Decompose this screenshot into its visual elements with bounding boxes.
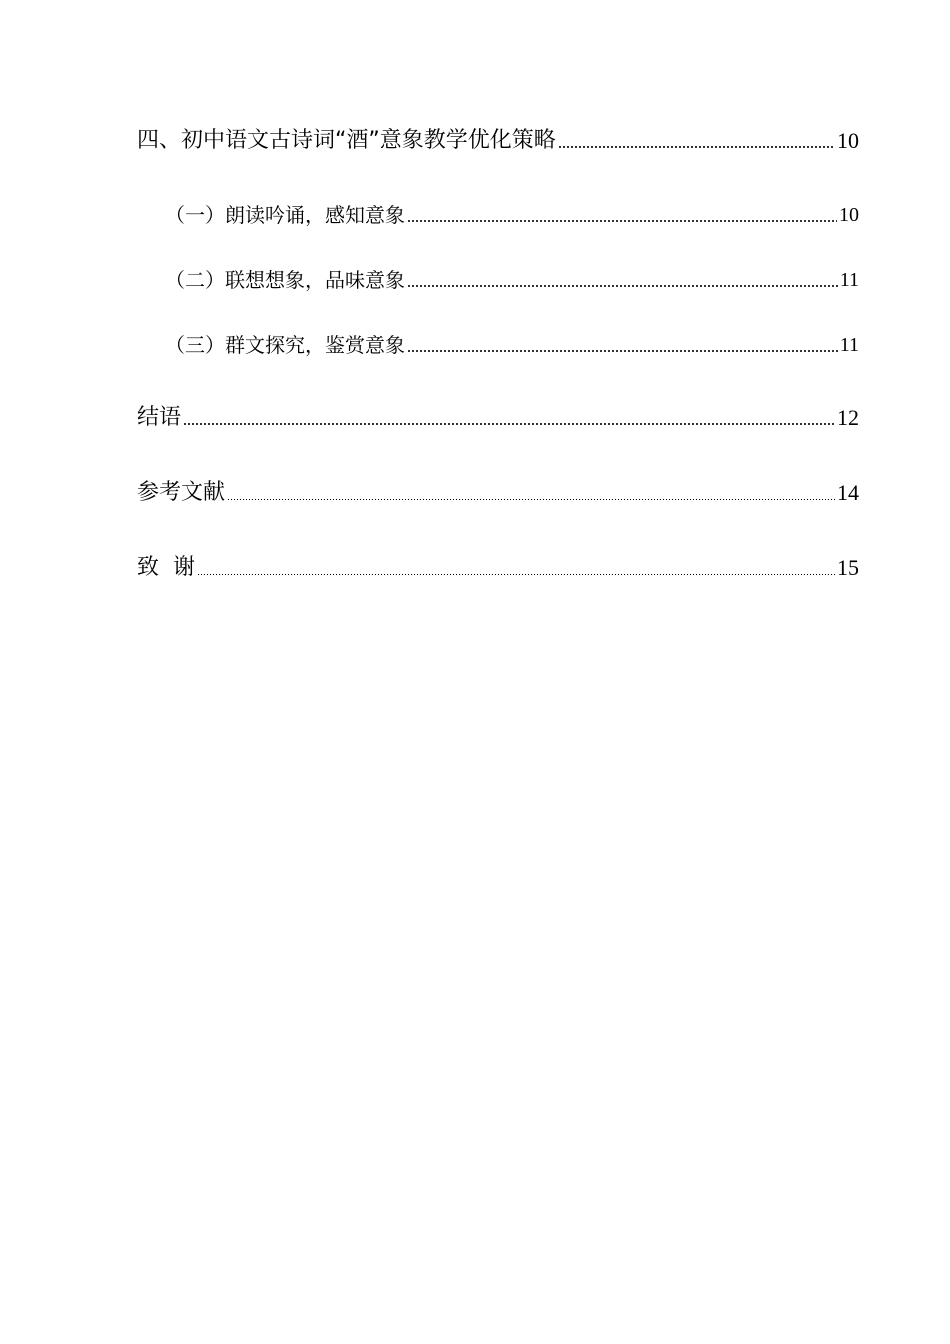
toc-entry-title: 四、初中语文古诗词“酒”意象教学优化策略 [137,128,556,153]
toc-entry-title: （一）朗读吟诵，感知意象 [165,203,405,227]
toc-entry-section-4[interactable] [137,126,859,156]
toc-entry-page: 12 [837,405,859,430]
toc-entry-page: 10 [839,204,859,226]
toc-entry-subsection-2[interactable] [165,265,859,295]
toc-entry-title: 参考文献 [137,480,226,505]
toc-entry-subsection-3[interactable] [165,330,859,360]
toc-entry-title: （二）联想想象，品味意象 [165,268,405,292]
dot-leader [407,219,837,223]
toc-entry-acknowledgements[interactable] [137,553,859,583]
toc-entry-conclusion[interactable] [137,403,859,433]
toc-entry-title: 结语 [137,405,182,430]
toc-entry-page: 10 [837,128,859,153]
dot-leader [197,573,835,576]
dot-leader [227,498,835,501]
dot-leader [407,349,838,353]
toc-entry-page: 14 [837,480,859,505]
toc-entry-title: （三）群文探究，鉴赏意象 [165,333,405,357]
toc-entry-page: 11 [839,269,859,291]
toc-entry-page: 11 [839,334,859,356]
dot-leader [183,422,835,426]
toc-entry-references[interactable] [137,478,859,508]
toc-entry-title: 致 谢 [137,555,195,580]
dot-leader [558,145,835,149]
dot-leader [407,284,838,288]
toc-entry-page: 15 [837,555,859,580]
toc-entry-subsection-1[interactable] [165,200,859,230]
